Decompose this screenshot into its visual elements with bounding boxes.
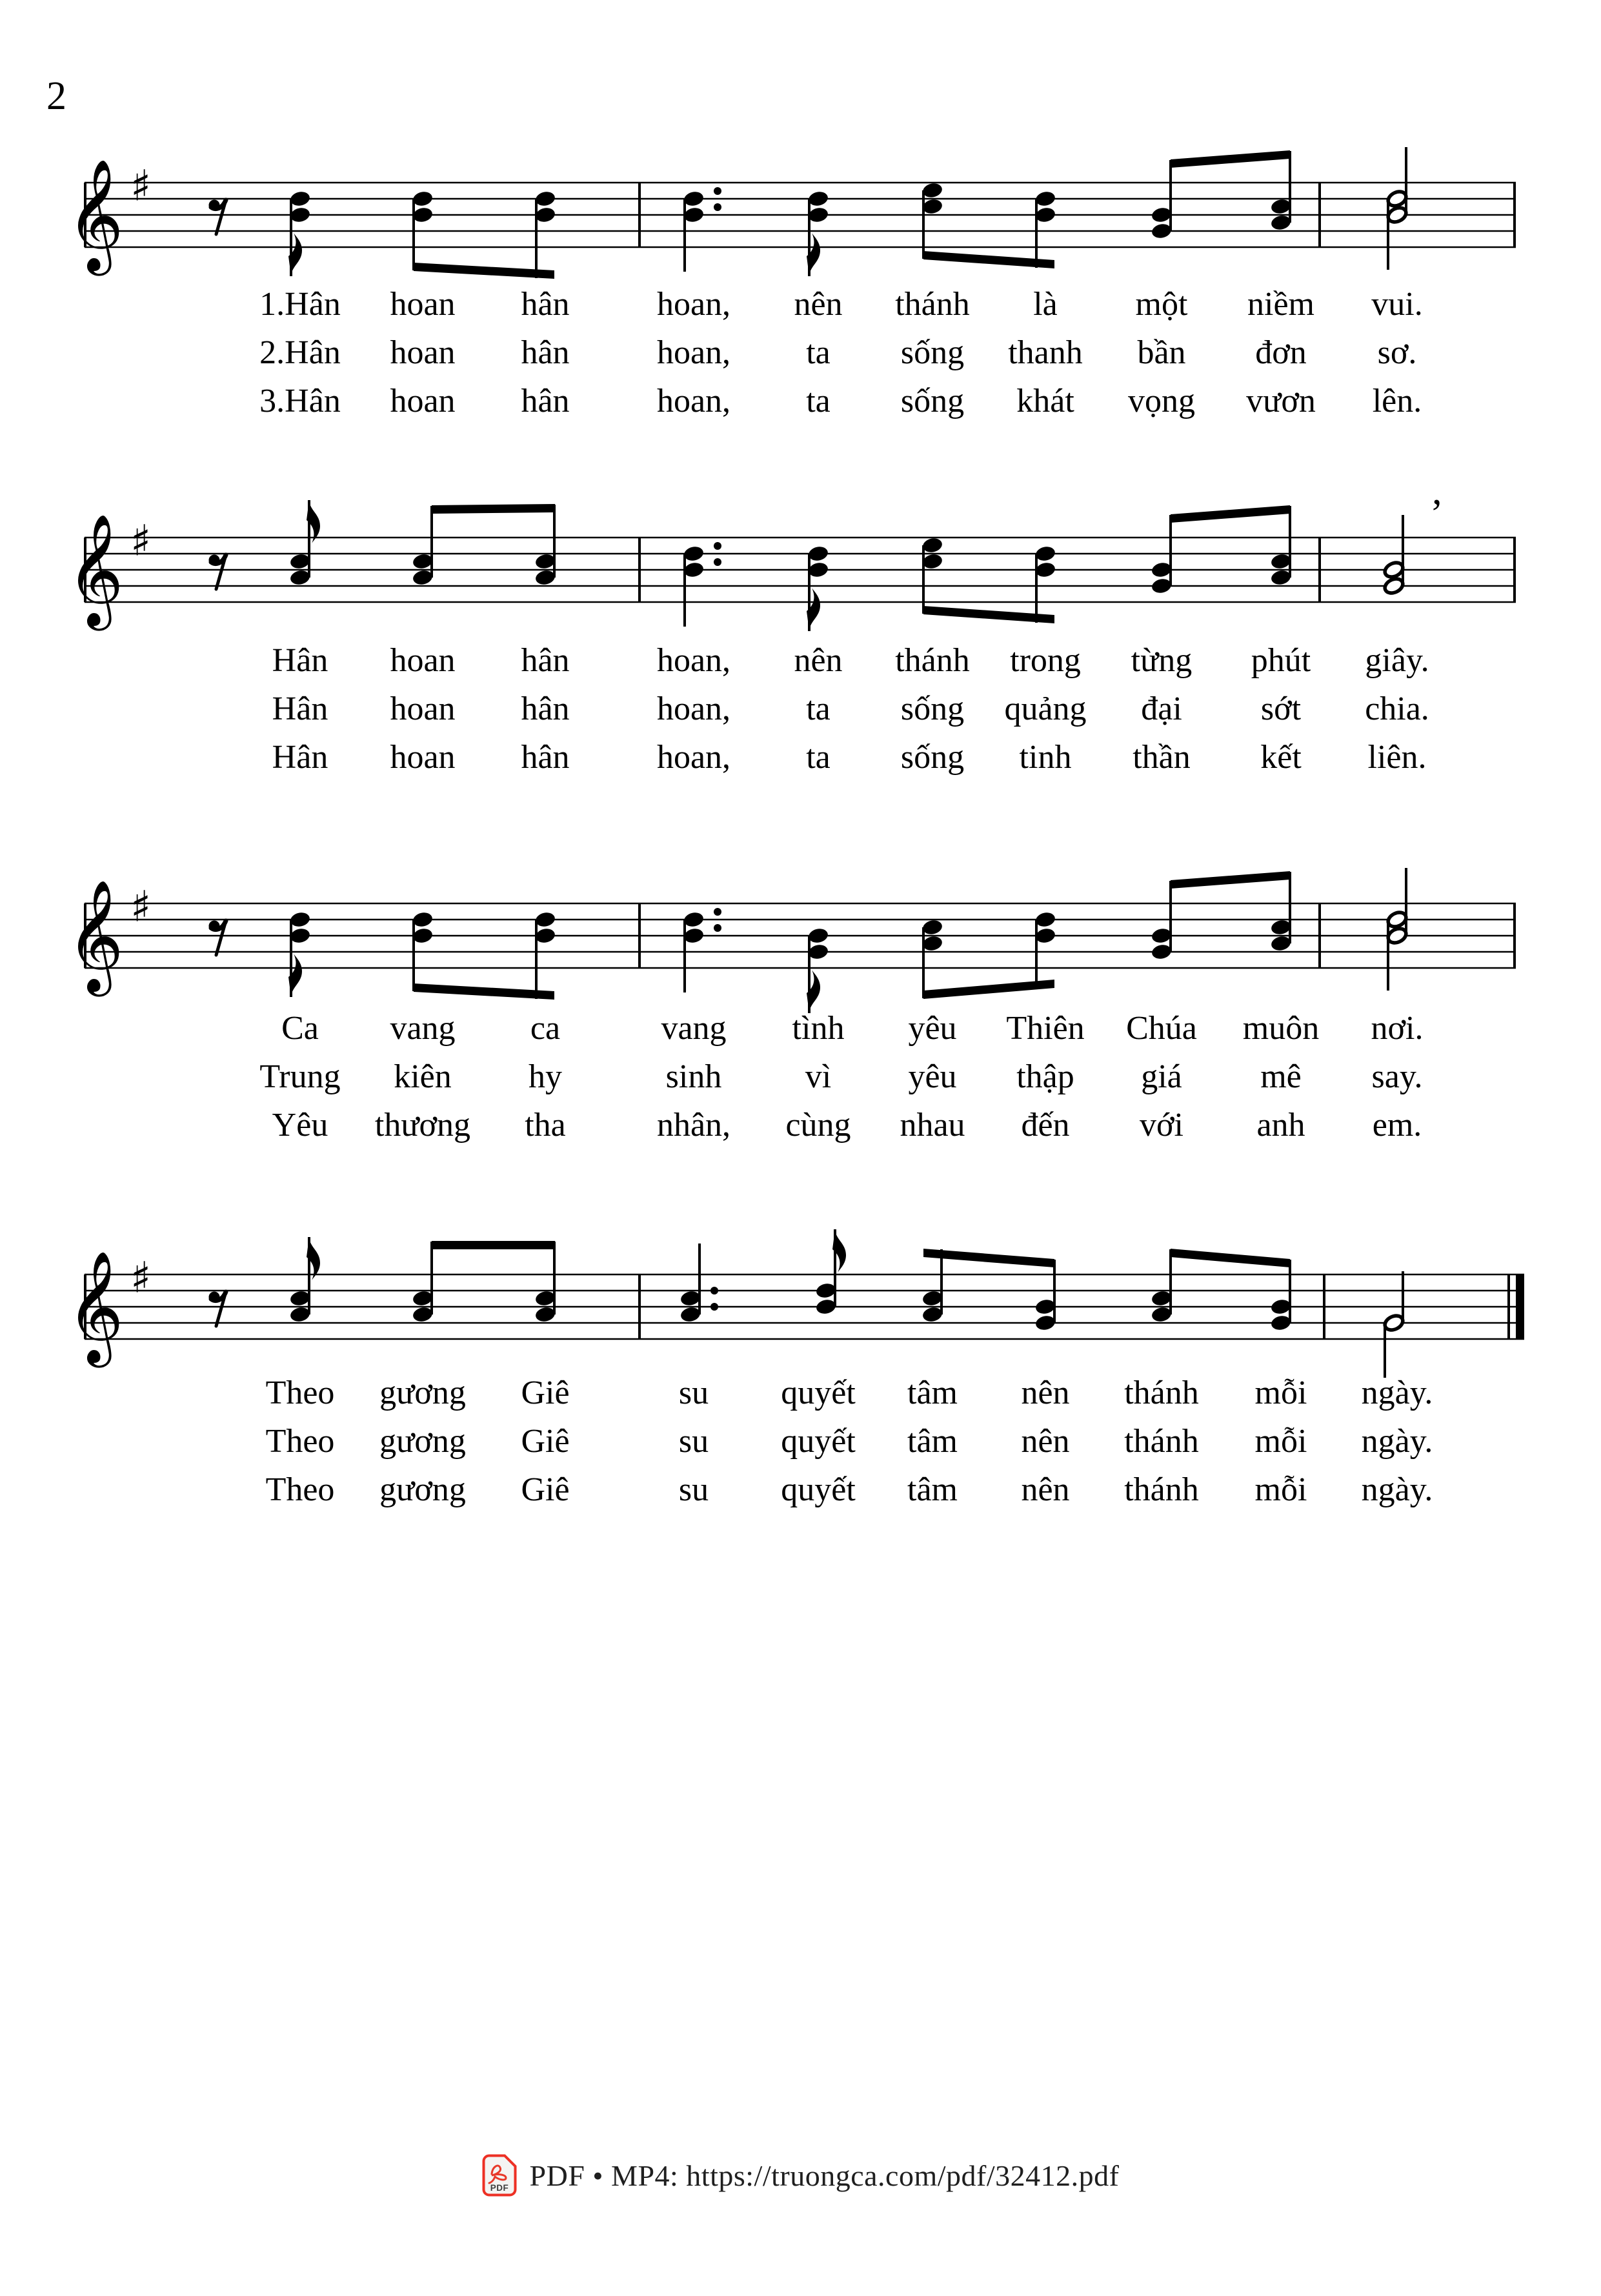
lyric-word: su <box>678 1423 709 1460</box>
lyric-word: hoan, <box>656 286 731 323</box>
lyric-word: hoan, <box>656 383 731 419</box>
lyric-word: hy <box>529 1058 562 1095</box>
lyric-word: mê <box>1260 1058 1302 1095</box>
lyric-word: Hân <box>272 739 328 776</box>
lyric-word: khát <box>1016 383 1074 419</box>
lyric-word: hoan, <box>656 642 731 679</box>
lyric-word: liên. <box>1367 739 1427 776</box>
lyric-word: nên <box>1021 1423 1070 1460</box>
lyric-word: chia. <box>1365 690 1429 727</box>
lyric-word: tinh <box>1019 739 1072 776</box>
lyric-word: ngày. <box>1361 1375 1433 1411</box>
lyric-word: 2.Hân <box>259 334 341 371</box>
lyric-word: đại <box>1141 690 1182 727</box>
lyric-word: muôn <box>1242 1010 1320 1047</box>
lyric-word: Hân <box>272 642 328 679</box>
lyric-word: hân <box>521 642 570 679</box>
lyric-word: Chúa <box>1126 1010 1197 1047</box>
lyric-word: Hân <box>272 690 328 727</box>
lyric-word: gương <box>379 1471 466 1508</box>
lyric-word: đơn <box>1255 334 1307 371</box>
lyric-word: hân <box>521 739 570 776</box>
lyric-word: sống <box>900 334 965 371</box>
lyric-word: Yêu <box>272 1107 328 1143</box>
lyric-word: giây. <box>1365 642 1429 679</box>
lyric-word: su <box>678 1375 709 1411</box>
lyric-word: hân <box>521 286 570 323</box>
lyric-word: mỗi <box>1254 1471 1307 1508</box>
page-number: 2 <box>46 74 66 118</box>
breath-mark: ’ <box>1430 492 1444 536</box>
lyric-word: gương <box>379 1375 466 1411</box>
lyric-word: nên <box>794 286 843 323</box>
lyric-word: tâm <box>907 1375 958 1411</box>
treble-clef-icon: 𝄞 <box>66 880 124 992</box>
lyric-word: sơ. <box>1377 334 1417 371</box>
lyric-word: phút <box>1251 642 1311 679</box>
lyric-word: em. <box>1372 1107 1422 1143</box>
lyric-word: ta <box>806 739 831 776</box>
lyric-word: nên <box>1021 1375 1070 1411</box>
lyric-word: ta <box>806 334 831 371</box>
lyric-word: từng <box>1131 642 1193 679</box>
lyric-word: yêu <box>908 1010 957 1047</box>
lyric-word: tâm <box>907 1471 958 1508</box>
lyric-word: nhau <box>900 1107 965 1143</box>
lyric-word: thánh <box>895 286 970 323</box>
lyric-word: hoan, <box>656 334 731 371</box>
lyric-word: Giê <box>521 1471 570 1508</box>
sharp-icon: ♯ <box>130 1253 151 1303</box>
lyric-word: thập <box>1016 1058 1074 1095</box>
lyric-word: hân <box>521 690 570 727</box>
lyric-word: ngày. <box>1361 1423 1433 1460</box>
lyric-word: quyết <box>781 1471 856 1508</box>
lyric-word: vọng <box>1128 383 1195 419</box>
pdf-icon-label: PDF <box>490 2183 508 2193</box>
sharp-icon: ♯ <box>130 881 151 932</box>
lyric-word: bần <box>1137 334 1186 371</box>
lyric-word: vươn <box>1246 383 1316 419</box>
lyric-word: 3.Hân <box>259 383 341 419</box>
lyric-word: hoan <box>390 334 456 371</box>
lyric-word: sống <box>900 690 965 727</box>
lyric-word: nhân, <box>656 1107 731 1143</box>
lyric-word: sống <box>900 383 965 419</box>
lyric-word: kết <box>1260 739 1302 776</box>
lyric-word: hoan <box>390 690 456 727</box>
lyric-word: Giê <box>521 1423 570 1460</box>
lyric-word: sống <box>900 739 965 776</box>
lyric-word: hoan <box>390 286 456 323</box>
lyric-word: gương <box>379 1423 466 1460</box>
lyric-word: thương <box>374 1107 471 1143</box>
lyric-word: lên. <box>1372 383 1422 419</box>
lyric-word: thanh <box>1008 334 1083 371</box>
footer-link[interactable]: PDF • MP4: https://truongca.com/pdf/32412.pdf <box>529 2159 1120 2192</box>
lyric-word: sinh <box>665 1058 722 1095</box>
lyric-word: Ca <box>281 1010 319 1047</box>
lyric-word: giá <box>1141 1058 1182 1095</box>
lyric-word: ta <box>806 690 831 727</box>
lyric-word: thánh <box>1124 1375 1199 1411</box>
lyric-word: tình <box>792 1010 845 1047</box>
lyric-word: hoan, <box>656 690 731 727</box>
lyric-word: nên <box>794 642 843 679</box>
lyric-word: tâm <box>907 1423 958 1460</box>
lyric-word: niềm <box>1247 286 1314 323</box>
lyric-word: su <box>678 1471 709 1508</box>
lyric-word: thánh <box>895 642 970 679</box>
lyric-word: vang <box>661 1010 727 1047</box>
treble-clef-icon: 𝄞 <box>66 159 124 271</box>
lyric-word: nơi. <box>1371 1010 1424 1047</box>
lyric-word: vì <box>805 1058 832 1095</box>
footer <box>0 2154 1601 2197</box>
pdf-file-icon[interactable] <box>482 2154 517 2197</box>
lyric-word: vui. <box>1371 286 1423 323</box>
lyric-word: mỗi <box>1254 1423 1307 1460</box>
lyric-word: quyết <box>781 1423 856 1460</box>
lyric-word: Giê <box>521 1375 570 1411</box>
treble-clef-icon: 𝄞 <box>66 1251 124 1363</box>
lyric-word: Theo <box>265 1423 335 1460</box>
sharp-icon: ♯ <box>130 516 151 566</box>
lyric-word: tha <box>525 1107 566 1143</box>
lyric-word: hân <box>521 383 570 419</box>
sharp-icon: ♯ <box>130 161 151 211</box>
lyric-word: mỗi <box>1254 1375 1307 1411</box>
lyric-word: một <box>1135 286 1188 323</box>
lyric-word: hoan <box>390 642 456 679</box>
lyric-word: là <box>1033 286 1058 323</box>
lyric-word: yêu <box>908 1058 957 1095</box>
lyric-word: hoan, <box>656 739 731 776</box>
lyric-word: thánh <box>1124 1471 1199 1508</box>
lyric-word: thần <box>1133 739 1191 776</box>
lyric-word: hoan <box>390 739 456 776</box>
lyric-word: hoan <box>390 383 456 419</box>
lyric-word: trong <box>1010 642 1081 679</box>
treble-clef-icon: 𝄞 <box>66 514 124 626</box>
lyric-word: quyết <box>781 1375 856 1411</box>
lyric-word: ta <box>806 383 831 419</box>
lyric-word: say. <box>1371 1058 1423 1095</box>
lyric-word: 1.Hân <box>259 286 341 323</box>
lyric-word: với <box>1140 1107 1183 1143</box>
lyric-word: Theo <box>265 1471 335 1508</box>
lyric-word: kiên <box>394 1058 452 1095</box>
lyric-word: Theo <box>265 1375 335 1411</box>
lyric-word: thánh <box>1124 1423 1199 1460</box>
lyric-word: nên <box>1021 1471 1070 1508</box>
lyric-word: vang <box>390 1010 456 1047</box>
lyric-word: ca <box>530 1010 561 1047</box>
lyric-word: sớt <box>1260 690 1302 727</box>
lyric-word: Thiên <box>1006 1010 1085 1047</box>
lyric-word: đến <box>1021 1107 1070 1143</box>
lyric-word: ngày. <box>1361 1471 1433 1508</box>
lyric-word: anh <box>1256 1107 1305 1143</box>
lyric-word: Trung <box>259 1058 341 1095</box>
lyric-word: cùng <box>785 1107 851 1143</box>
lyric-word: hân <box>521 334 570 371</box>
lyric-word: quảng <box>1004 690 1087 727</box>
